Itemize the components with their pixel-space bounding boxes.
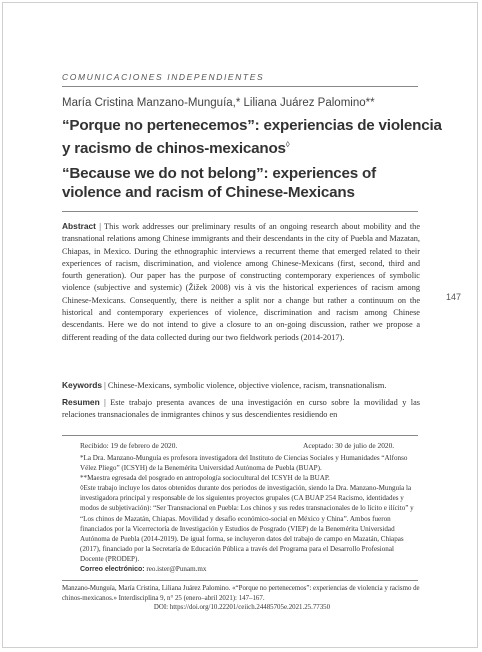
keywords (62, 379, 420, 392)
accepted-date: Aceptado: 30 de julio de 2020. (303, 441, 395, 450)
title-en-line-2: violence and racism of Chinese-Mexicans (62, 184, 355, 201)
footnotes (80, 453, 418, 575)
abstract-label: Abstract (62, 221, 96, 231)
footnote-1: *La Dra. Manzano-Munguía es profesora investigadora del Instituto de Ciencias Sociales y Humanidades “Alfonso Vélez Pliego” (ICSYH) de la Benemérita Universidad Autónoma de Puebla (BUAP). (80, 454, 408, 473)
authors: María Cristina Manzano-Munguía,* Liliana Juárez Palomino** (62, 97, 375, 109)
received-date: Recibido: 19 de febrero de 2020. (80, 441, 178, 450)
title-es-line-1: “Porque no pertenecemos”: experiencias de violencia (62, 117, 442, 134)
header-rule (62, 86, 418, 87)
email-label: Correo electrónico: (80, 566, 145, 574)
title-footnote-mark: ◊ (285, 140, 290, 149)
page-number: 147 (446, 292, 462, 302)
resumen-label: Resumen (62, 397, 100, 407)
citation-text: Manzano-Munguía, María Cristina, Liliana Juárez Palomino. «“Porque no pertenecemos”: experiencias de violencia y racismo de chinos-mexicanos.» Interdisciplina 9, n° 25 (enero–abril 2021): 147–167. (62, 585, 420, 602)
title-english (62, 164, 422, 202)
abstract-text: | This work addresses our preliminary results of an ongoing research about mobility and the transnational relations among Chinese immigrants and their descendants in the city of Puebla and Mazatan, Chiapas, in Mexico. During the ethnographic interviews a recurrent theme that emerged related to their experiences of racism, discrimination, and violence among Chinese-Mexicans (first, second, third and fourth generation). Our paper has the purpose of constructing contemporary experiences of symbolic violence (subjective and systemic) (Žižek 2008) vis à vis the historical experiences of racism among Chinese-Mexicans. Consequently, there is neither a split nor a change but rather a continuum on the historical and contemporary experiences of violence, discrimination and racism among Chinese descendants. Here we do not intend to give a closure to an on-going discussion, rather we propose a different reading of the data collected during our two fieldwork periods (2014-2017). (62, 222, 420, 342)
abstract (62, 220, 420, 344)
citation (62, 584, 422, 613)
resumen (62, 396, 420, 422)
footnote-2: **Maestra egresada del posgrado en antropología sociocultural del ICSYH de la BUAP. (80, 474, 330, 483)
received-accepted-dates (80, 441, 420, 450)
email-line (80, 564, 418, 575)
email-address[interactable]: reo.ister@Punam.mx (144, 565, 207, 574)
doi-link[interactable]: DOI: https://doi.org/10.22201/ceiich.24485705e.2021.25.77350 (153, 604, 331, 612)
section-label: COMUNICACIONES INDEPENDIENTES (62, 72, 265, 82)
resumen-text: | Este trabajo presenta avances de una investigación en curso sobre la movilidad y las relaciones transnacionales de inmigrantes chinos y sus descendientes residiendo en (62, 398, 420, 420)
keywords-label: Keywords (62, 380, 103, 390)
title-en-line-1: “Because we do not belong”: experiences of (62, 165, 376, 182)
abstract-top-rule (62, 211, 418, 212)
title-es-line-2 (62, 135, 422, 158)
footnote-3: ◊Este trabajo incluye los datos obtenidos durante dos periodos de investigación, siendo la Dra. Manzano-Munguía la investigadora principal y responsable de los siguientes proyectos grupales (CA BUAP 254 Racismo, identidades y modos de subjetivación): “Ser Transnacional en Puebla: Los chinos y sus redes transnacionales de lo lícito e ilícito” y “Los chinos de Mazatán, Chiapas. Movilidad y desafío económico-social en México y China”. Ambos fueron financiados por la Vicerrectoría de Investigación y Estudios de Posgrado (VIEP) de la Benemérita Universidad Autónoma de Puebla (2014-2019). De igual forma, se incluyeron datos del trabajo de campo en Mazatán, Chiapas (2017), financiado por la Secretaría de Educación Pública a través del Programa para el Desarrollo Profesional Docente (PRODEP). (80, 484, 414, 563)
citation-rule (62, 580, 418, 581)
title-es-line-2-text: y racismo de chinos-mexicanos (62, 140, 286, 158)
title-spanish (62, 116, 442, 158)
footnote-rule (62, 435, 418, 436)
keywords-text: | Chinese-Mexicans, symbolic violence, objective violence, racism, transnationalism. (102, 381, 387, 390)
